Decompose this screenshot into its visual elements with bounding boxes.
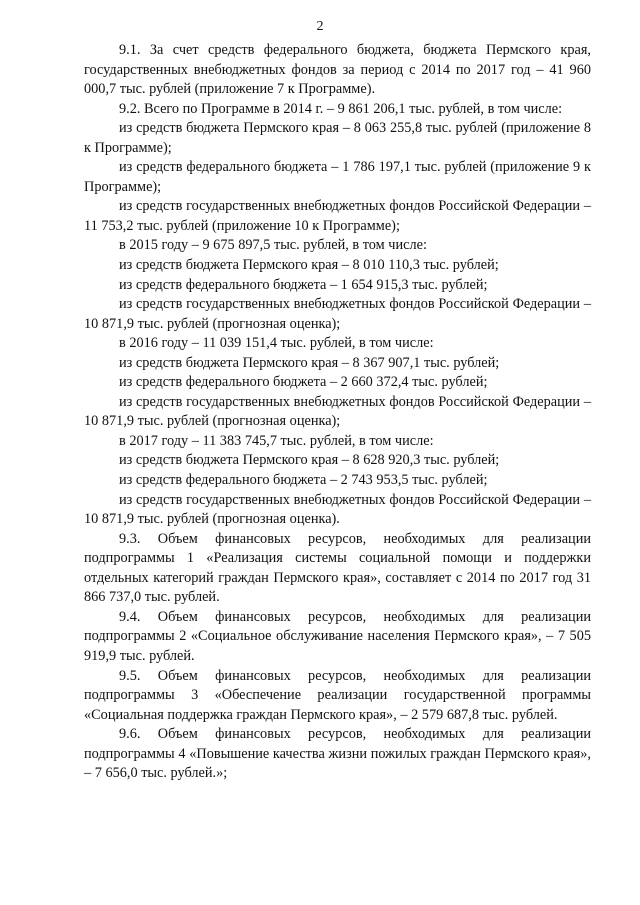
paragraph-9-3: 9.3. Объем финансовых ресурсов, необходимых для реализации подпрограммы 1 «Реализация системы социальной помощи и поддержки отдельных категорий граждан Пермского края», составляет с 2014 по 2017 год 31 866 737,0 тыс. рублей.	[84, 530, 591, 606]
list-item-2015-regional: из средств бюджета Пермского края – 8 010 110,3 тыс. рублей;	[119, 257, 499, 274]
list-item-2017-total: в 2017 году – 11 383 745,7 тыс. рублей, в том числе:	[119, 432, 434, 449]
list-item-2017-funds: из средств государственных внебюджетных фондов Российской Федерации – 10 871,9 тыс. рублей (прогнозная оценка).	[84, 491, 591, 528]
page-number: 2	[316, 19, 324, 34]
list-item-2015-funds: из средств государственных внебюджетных фондов Российской Федерации – 10 871,9 тыс. рублей (прогнозная оценка);	[84, 296, 591, 332]
paragraph-9-2: 9.2. Всего по Программе в 2014 г. – 9 861 206,1 тыс. рублей, в том числе:	[119, 100, 563, 117]
list-item-2017-federal: из средств федерального бюджета – 2 743 953,5 тыс. рублей;	[119, 472, 488, 489]
list-item-2014-federal: из средств федерального бюджета – 1 786 197,1 тыс. рублей (приложение 9 к Программе);	[84, 159, 591, 195]
list-item-2016-federal: из средств федерального бюджета – 2 660 372,4 тыс. рублей;	[119, 374, 488, 391]
list-item-2016-regional: из средств бюджета Пермского края – 8 367 907,1 тыс. рублей;	[119, 354, 500, 371]
paragraph-9-5: 9.5. Объем финансовых ресурсов, необходимых для реализации подпрограммы 3 «Обеспечение реализации государственной программы «Социальная поддержка граждан Пермского края», – 2 579 687,8 тыс. рублей.	[84, 667, 591, 723]
list-item-2015-total: в 2015 году – 9 675 897,5 тыс. рублей, в том числе:	[119, 237, 427, 254]
list-item-2014-funds: из средств государственных внебюджетных фондов Российской Федерации – 11 753,2 тыс. рублей (приложение 10 к Программе);	[84, 198, 591, 234]
list-item-2017-regional: из средств бюджета Пермского края – 8 628 920,3 тыс. рублей;	[119, 452, 500, 469]
list-item-2016-total: в 2016 году – 11 039 151,4 тыс. рублей, в том числе:	[119, 335, 434, 352]
paragraph-9-1: 9.1. За счет средств федерального бюджета, бюджета Пермского края, государственных внебюджетных фондов за период с 2014 по 2017 год – 41 960 000,7 тыс. рублей (приложение 7 к Программе).	[84, 42, 591, 98]
list-item-2016-funds: из средств государственных внебюджетных фондов Российской Федерации – 10 871,9 тыс. рублей (прогнозная оценка);	[84, 393, 591, 430]
document-body	[84, 41, 591, 784]
paragraph-9-6: 9.6. Объем финансовых ресурсов, необходимых для реализации подпрограммы 4 «Повышение качества жизни пожилых граждан Пермского края», – 7 656,0 тыс. рублей.»;	[84, 726, 591, 782]
list-item-2015-federal: из средств федерального бюджета – 1 654 915,3 тыс. рублей;	[119, 276, 488, 293]
list-item-2014-regional: из средств бюджета Пермского края – 8 063 255,8 тыс. рублей (приложение 8 к Программе);	[84, 120, 591, 156]
paragraph-9-4: 9.4. Объем финансовых ресурсов, необходимых для реализации подпрограммы 2 «Социальное обслуживание населения Пермского края», – 7 505 919,9 тыс. рублей.	[84, 608, 591, 664]
